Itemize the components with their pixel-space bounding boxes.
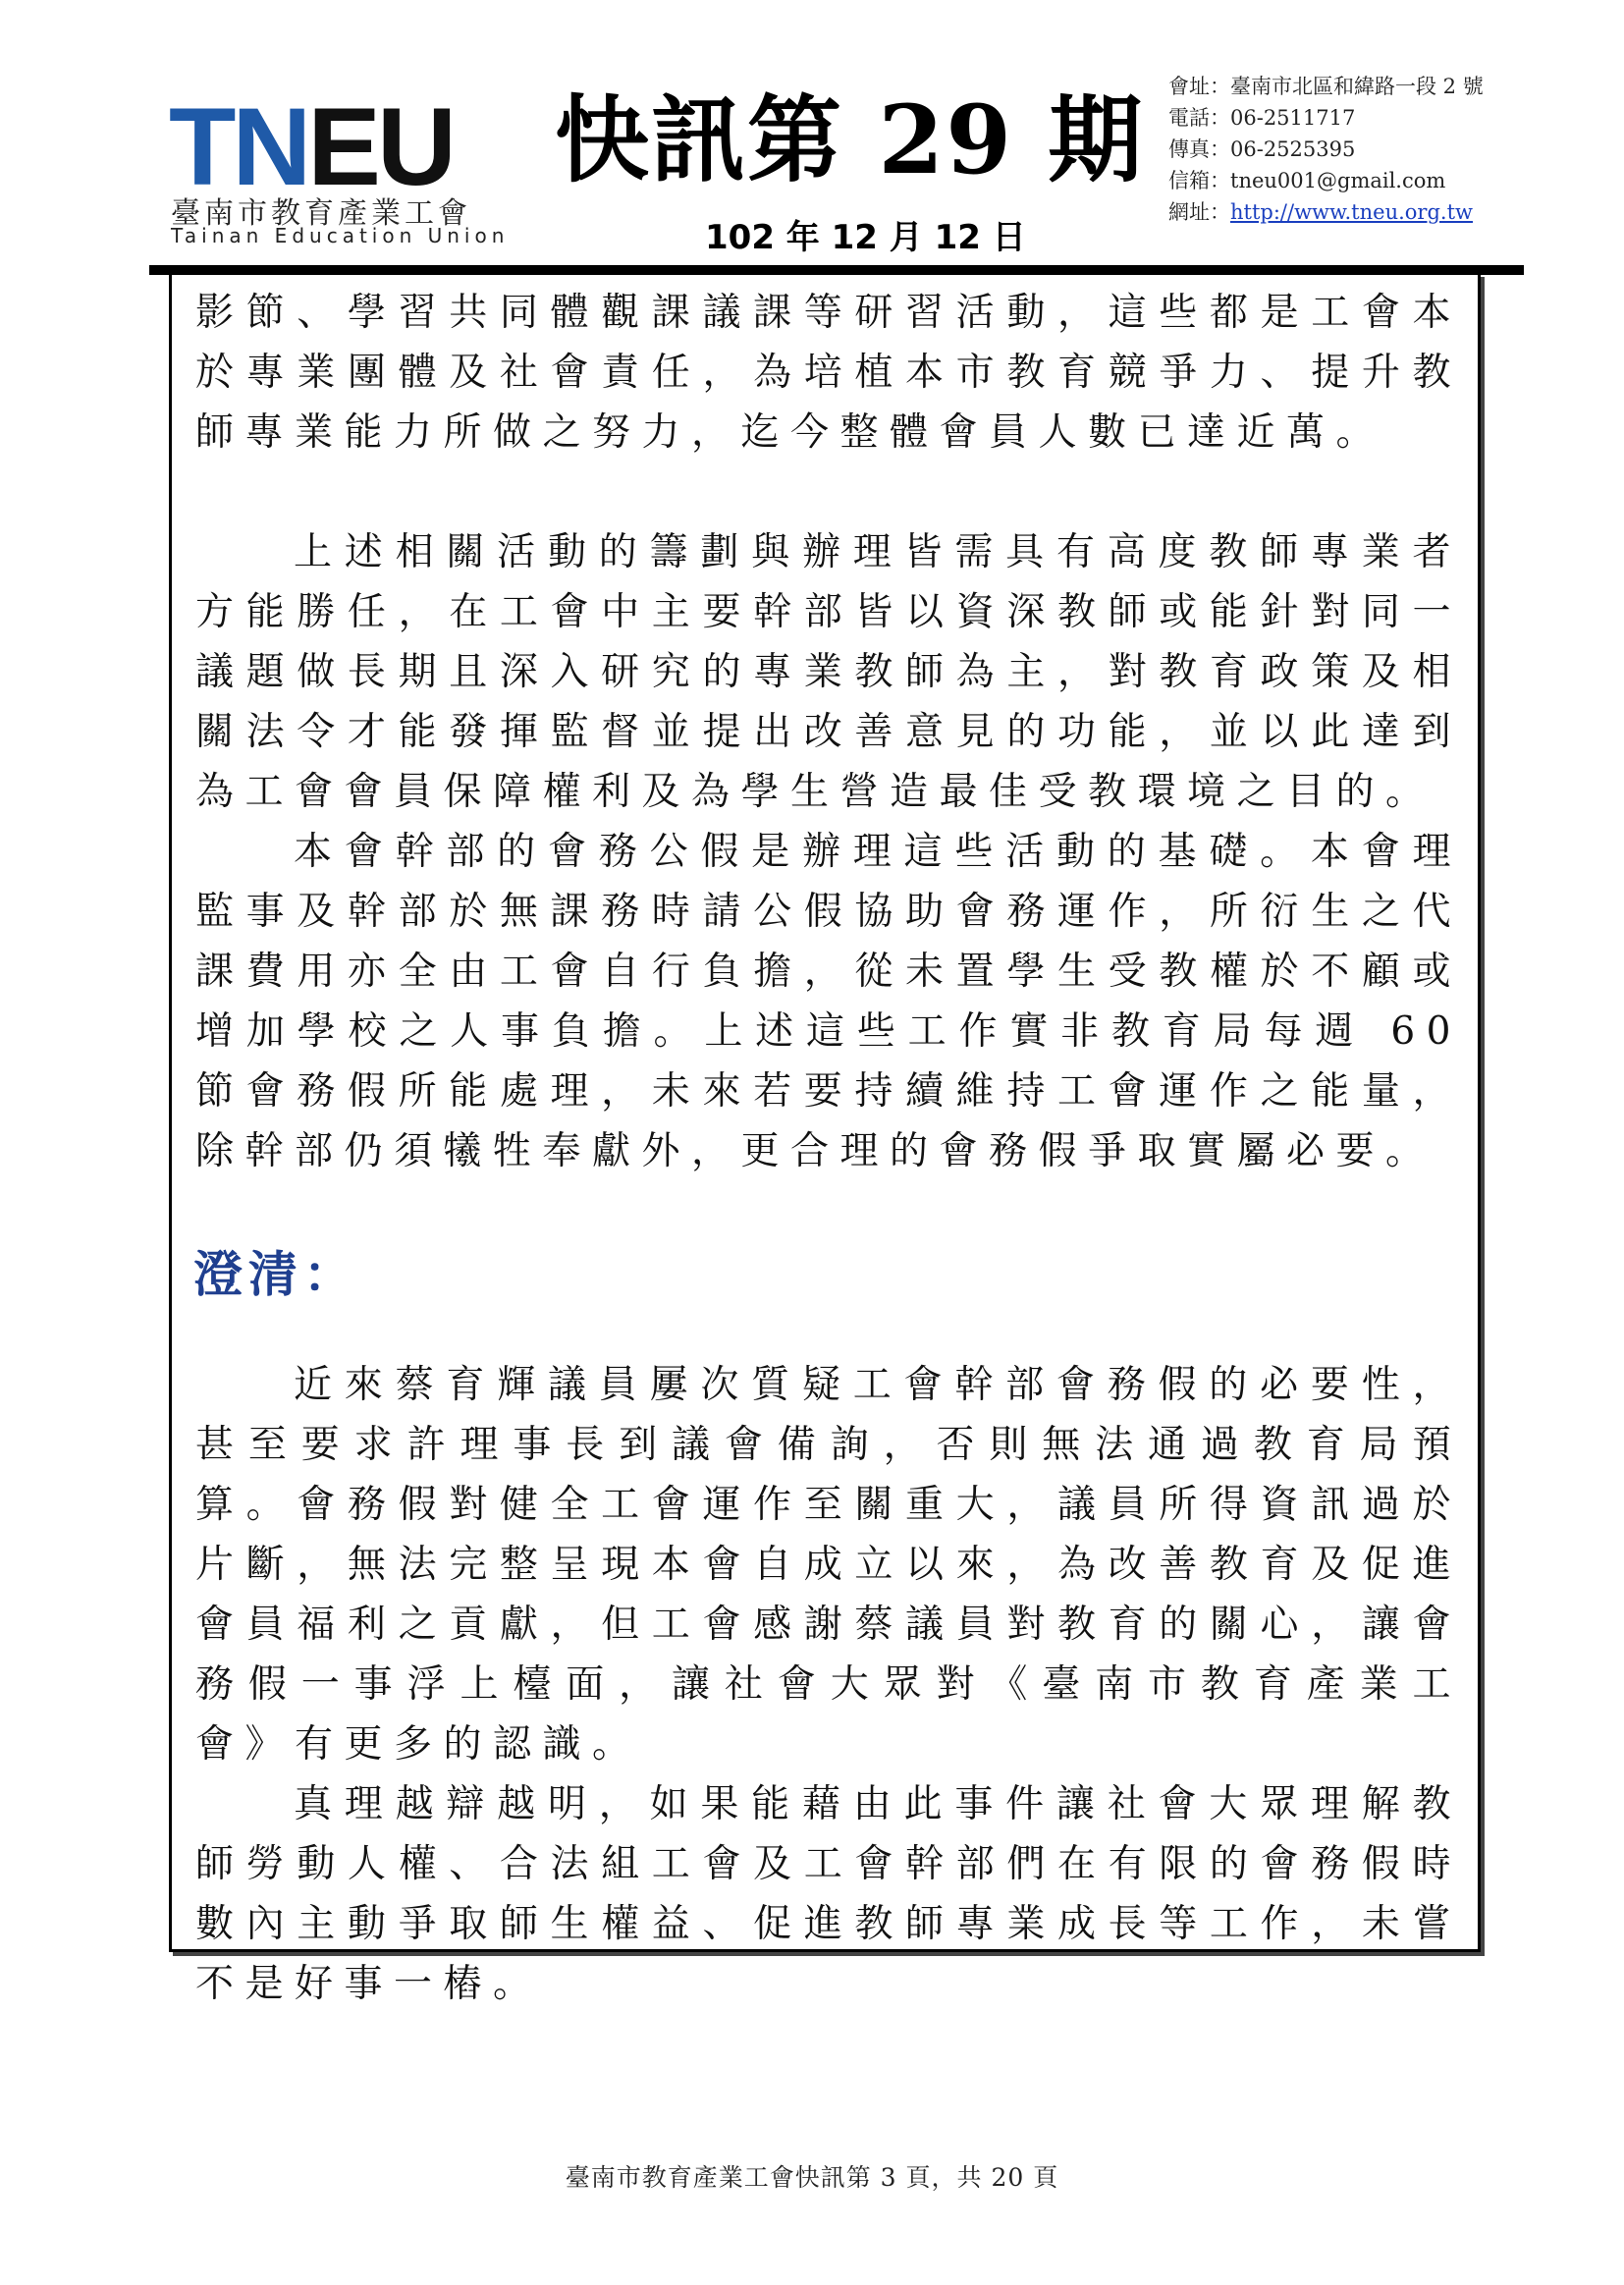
contact-fax: 傳真：06-2525395	[1168, 137, 1356, 161]
article-text-top	[195, 283, 1462, 1181]
contact-info	[1168, 71, 1522, 228]
article-text-bottom	[195, 1355, 1462, 2014]
paragraph-3: 本會幹部的會務公假是辦理這些活動的基礎。本會理監事及幹部於無課務時請公假協助會務運作，所衍生之代課費用亦全由工會自行負擔，從未置學生受教權於不顧或增加學校之人事負擔。上述這些工作實非教育局每週 60 節會務假所能處理，未來若要持續維持工會運作之能量，除幹部仍須犧牲奉獻外，更合理的會務假爭取實屬必要。	[195, 830, 1462, 1173]
contact-website	[1168, 196, 1522, 228]
article-box	[169, 273, 1481, 2006]
page-footer: 臺南市教育產業工會快訊第 3 頁，共 20 頁	[565, 2163, 1059, 2192]
paragraph-2: 上述相關活動的籌劃與辦理皆需具有高度教師專業者方能勝任，在工會中主要幹部皆以資深教師或能針對同一議題做長期且深入研究的專業教師為主，對教育政策及相關法令才能發揮監督並提出改善意見的功能，並以此達到為工會會員保障權利及為學生營造最佳受教環境之目的。	[195, 530, 1462, 814]
issue-title: 快訊第 29 期	[555, 84, 1145, 195]
website-label: 網址：	[1168, 200, 1230, 224]
union-logo	[169, 85, 542, 247]
logo-chinese-name: 臺南市教育產業工會	[171, 196, 471, 231]
logo-english-name: Tainan Education Union	[171, 224, 510, 247]
logo-tn: TN	[169, 85, 308, 208]
paragraph-4: 近來蔡育輝議員屢次質疑工會幹部會務假的必要性，甚至要求許理事長到議會備詢，否則無法通過教育局預算。會務假對健全工會運作至關重大，議員所得資訊過於片斷，無法完整呈現本會自成立以來，為改善教育及促進會員福利之貢獻，但工會感謝蔡議員對教育的關心，讓會務假一事浮上檯面，讓社會大眾對《臺南市教育產業工會》有更多的認識。	[195, 1363, 1462, 1767]
contact-phone: 電話：06-2511717	[1168, 106, 1356, 130]
contact-address: 會址：臺南市北區和緯路一段 2 號	[1168, 75, 1484, 98]
issue-date: 102 年 12 月 12 日	[705, 218, 1026, 257]
logo-wordmark	[169, 85, 453, 208]
logo-eu: EU	[307, 85, 453, 208]
website-link[interactable]: http://www.tneu.org.tw	[1230, 200, 1473, 224]
paragraph-5: 真理越辯越明，如果能藉由此事件讓社會大眾理解教師勞動人權、合法組工會及工會幹部們在有限的會務假時數內主動爭取師生權益、促進教師專業成長等工作，未嘗不是好事一樁。	[195, 1782, 1462, 2006]
contact-email: 信箱：tneu001@gmail.com	[1168, 169, 1446, 192]
paragraph-1: 影節、學習共同體觀課議課等研習活動，這些都是工會本於專業團體及社會責任，為培植本市教育競爭力、提升教師專業能力所做之努力，迄今整體會員人數已達近萬。	[195, 291, 1462, 455]
section-heading-clarification: 澄清：	[193, 1245, 358, 1303]
